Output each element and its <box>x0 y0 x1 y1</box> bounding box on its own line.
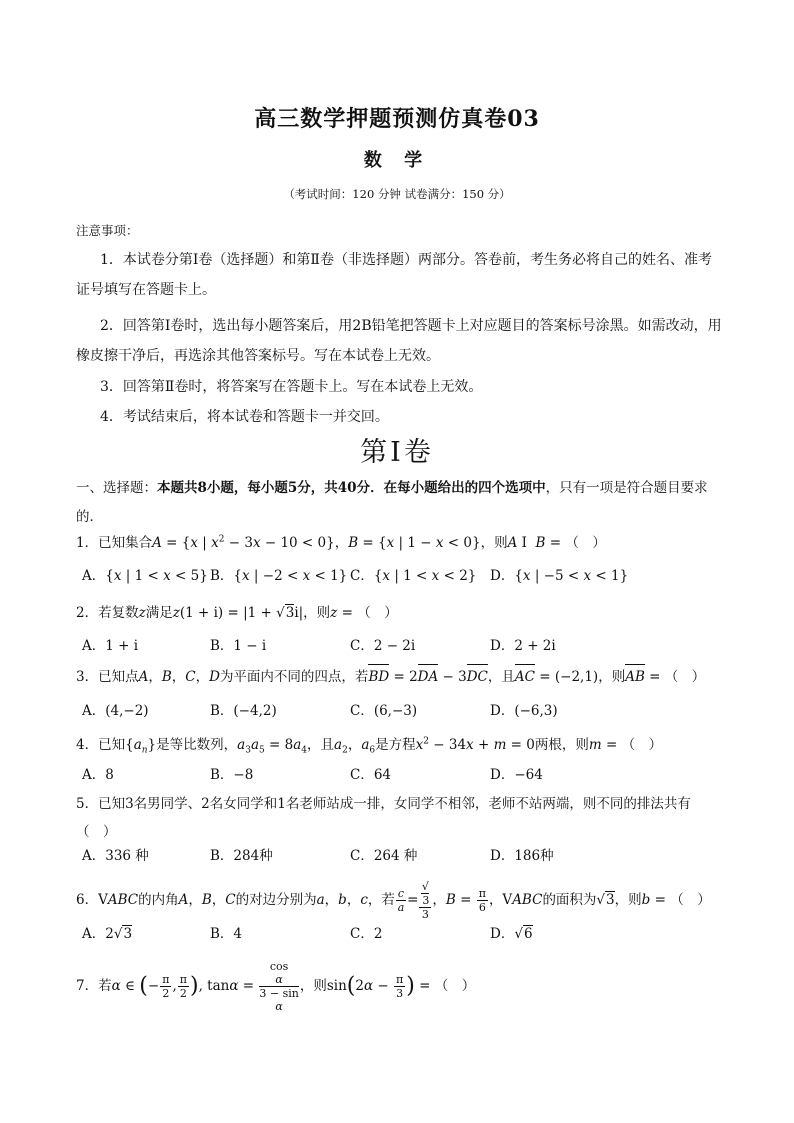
exam-info: （考试时间：120 分钟 试卷满分：150 分） <box>283 187 511 201</box>
q4-option-b[interactable]: B．−8 <box>210 767 254 783</box>
q6-option-c[interactable]: C．2 <box>350 926 383 942</box>
question-3-options <box>82 699 722 723</box>
question-2-options <box>82 634 722 658</box>
q4-option-c[interactable]: C．64 <box>350 767 392 783</box>
q2-option-b[interactable]: B．1 − i <box>210 638 267 654</box>
q5-option-b[interactable]: B．284种 <box>210 848 273 864</box>
question-2: 2．若复数z满足z(1 + i) = |1 + √3i|，则z = （ ） <box>76 605 398 621</box>
section-1-bold: 本题共8小题，每小题5分，共40分．在每小题给出的 <box>157 480 479 496</box>
notice-item-1: 1．本试卷分第Ⅰ卷（选择题）和第Ⅱ卷（非选择题）两部分。答卷前，考生务必将自己的姓名、准考证号填写在答题卡上。 <box>76 252 712 298</box>
q3-option-b[interactable]: B．(−4,2) <box>210 703 277 719</box>
q1-option-c[interactable]: C．{x | 1 < x < 2} <box>350 568 477 584</box>
section-1-instructions <box>76 474 724 532</box>
question-3: 3．已知点A，B，C，D为平面内不同的四点，若BD = 2DA − 3DC，且AC = (−2,1)，则AB = （ ） <box>76 665 724 689</box>
question-7: 7．若α ∈ (− $\frac{\pi}{2}$ , $\frac{\pi}{2}$ ), tanα = cos α 3 − sin α ，则sin(2α − $\frac{\pi}{3}$ ) = （ ） <box>76 960 476 1013</box>
q5-option-c[interactable]: C．264 种 <box>350 848 418 864</box>
question-5: 5．已知3名男同学、2名女同学和1名老师站成一排，女同学不相邻，老师不站两端，则不同的排法共有（ ） <box>76 796 691 840</box>
q4-option-a[interactable]: A．8 <box>82 767 114 783</box>
q3-option-d[interactable]: D．(−6,3) <box>490 703 558 719</box>
question-6: 6．VABC的内角A，B，C的对边分别为a，b，c，若 $\frac{c}{a}$ = √ 3 3 ，B = $\frac{\pi}{6}$ ，VABC的面积为√3，则b = （ ） <box>76 880 711 921</box>
q1-option-b[interactable]: B．{x | −2 < x < 1} <box>210 568 348 584</box>
q3-option-a[interactable]: A．(4,−2) <box>82 703 149 719</box>
q6-option-a[interactable]: A．2√3 <box>82 926 133 942</box>
section-1-bold-mid: 四个选项中 <box>478 480 546 496</box>
question-4: 4．已知$\{a_n\}$是等比数列，$a_3a_5 = 8a_4$，且$a_2$，$a_6$是方程$x^2 - 34x + m = 0$两根，则m = （ ） <box>76 736 663 756</box>
q5-option-a[interactable]: A．336 种 <box>82 848 149 864</box>
notice-item-2: 2．回答第Ⅰ卷时，选出每小题答案后，用2B铅笔把答题卡上对应题目的答案标号涂黑。如需改动，用橡皮擦干净后，再选涂其他答案标号。写在本试卷上无效。 <box>76 318 722 364</box>
question-1: 1．已知集合A = {x | $x^2 - 3x - 10 < 0$}，B = {x | 1 − x < 0}，则A I B = （ ） <box>76 534 606 551</box>
question-5-options <box>82 844 722 868</box>
q1-option-a[interactable]: A．{x | 1 < x < 5} <box>82 568 208 584</box>
q1-option-d[interactable]: D．{x | −5 < x < 1} <box>490 568 629 584</box>
subject-title: 数 学 <box>363 150 431 171</box>
q3-option-c[interactable]: C．(6,−3) <box>350 703 418 719</box>
question-4-options <box>82 763 722 787</box>
notice-heading: 注意事项： <box>76 223 139 238</box>
notice-item-4: 4．考试结束后，将本试卷和答题卡一并交回。 <box>100 409 389 425</box>
section-1-rest: ，只有一项是符合题目要求的． <box>76 480 708 525</box>
q5-option-d[interactable]: D．186种 <box>490 848 554 864</box>
question-1-options <box>82 564 722 588</box>
volume-title: 第Ⅰ卷 <box>360 437 434 468</box>
q6-option-b[interactable]: B．4 <box>210 926 243 942</box>
page-title: 高三数学押题预测仿真卷03 <box>254 106 540 132</box>
q2-option-a[interactable]: A．1 + i <box>82 638 139 654</box>
q2-option-c[interactable]: C．2 − 2i <box>350 638 416 654</box>
question-6-options <box>82 922 722 946</box>
q2-option-d[interactable]: D．2 + 2i <box>490 638 556 654</box>
section-1-lead: 一、选择题： <box>76 480 157 496</box>
q4-option-d[interactable]: D．−64 <box>490 767 543 783</box>
q6-option-d[interactable]: D．√6 <box>490 926 533 942</box>
notice-item-3: 3．回答第Ⅱ卷时，将答案写在答题卡上。写在本试卷上无效。 <box>100 379 483 395</box>
